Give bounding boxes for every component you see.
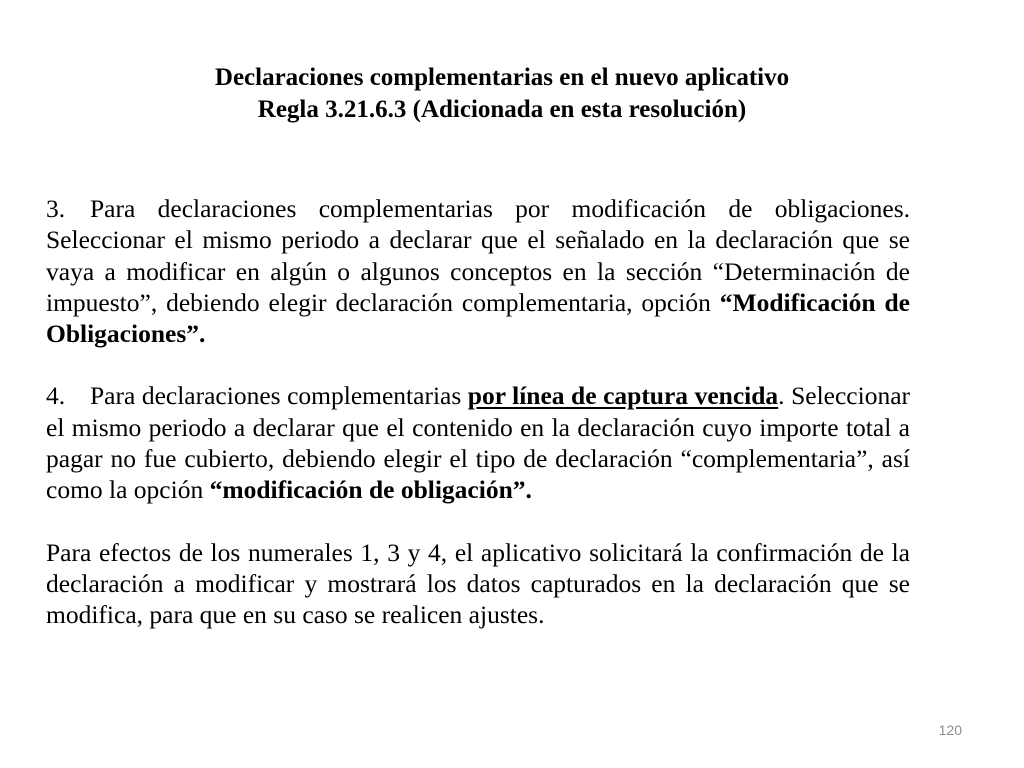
item-3-text: Para declaraciones complementarias por modificación de obligaciones. Seleccionar el mismo periodo a declarar que el señalado en la declaración que se vaya a modificar en algún o algunos conceptos en la sección “Determinación de impuesto”, debiendo elegir declaración complementaria, opción xyxy=(46,194,910,317)
paragraph-item-4 xyxy=(46,380,910,505)
slide-title xyxy=(46,62,958,126)
title-line-2: Regla 3.21.6.3 (Adicionada en esta resolución) xyxy=(257,96,747,123)
slide-body xyxy=(46,193,910,631)
item-4-text-after: . Seleccionar el mismo periodo a declarar que el contenido en la declaración cuyo importe total a pagar no fue cubierto, debiendo elegir el tipo de declaración “complementaria”, así como la opción xyxy=(46,381,910,505)
item-3-bold-option: “Modificación de Obligaciones”. xyxy=(46,287,910,349)
page-number: 120 xyxy=(938,722,962,738)
item-4-underlined-text: por línea de captura vencida xyxy=(467,381,779,411)
paragraph-item-3 xyxy=(46,193,910,349)
item-number-4: 4. xyxy=(46,381,66,411)
paragraph-final: Para efectos de los numerales 1, 3 y 4, el aplicativo solicitará la confirmación de la declaración a modificar y mostrará los datos capturados en la declaración que se modifica, para que en su caso se realicen ajustes. xyxy=(46,537,910,630)
item-4-text-before: Para declaraciones complementarias xyxy=(90,381,468,411)
title-line-1: Declaraciones complementarias en el nuevo aplicativo xyxy=(214,64,790,91)
item-number-3: 3. xyxy=(46,194,66,223)
item-4-bold-option: “modificación de obligación”. xyxy=(209,475,532,505)
